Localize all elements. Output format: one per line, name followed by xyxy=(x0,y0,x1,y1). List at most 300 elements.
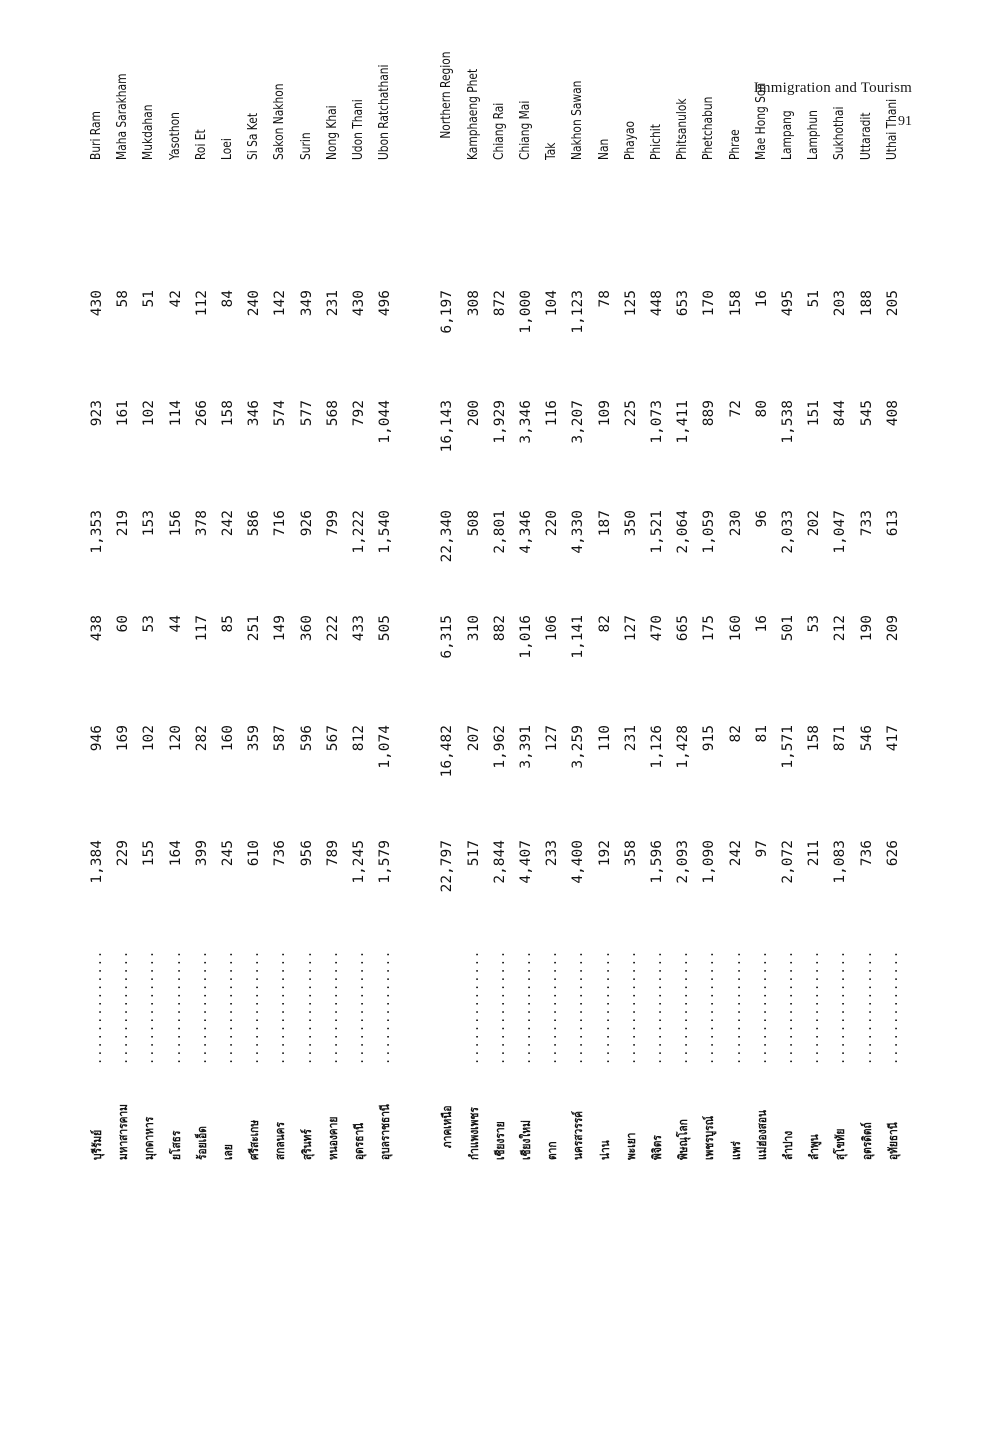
province-name-thai: น่าน xyxy=(597,1140,612,1160)
province-name-english: Ubon Ratchathani xyxy=(377,64,393,160)
table-row xyxy=(320,105,346,1160)
value-cell-col6: 125 xyxy=(622,290,639,317)
value-cell-col1: 4,400 xyxy=(570,840,587,884)
value-cell-col5: 792 xyxy=(351,400,367,427)
table-row xyxy=(592,138,618,1160)
value-cell-col3: 438 xyxy=(89,615,105,642)
value-cell-col1: 97 xyxy=(753,840,770,858)
value-cell-col3: 360 xyxy=(298,615,315,642)
value-cell-col4: 350 xyxy=(622,510,639,537)
dot-leader: .............. xyxy=(885,949,900,1065)
value-cell-col2: 120 xyxy=(167,725,184,752)
value-cell-col2: 231 xyxy=(622,725,639,752)
province-name-thai: แม่ฮ่องสอน xyxy=(754,1110,769,1160)
value-cell-col2: 3,259 xyxy=(570,725,587,769)
province-name-english: Tak xyxy=(544,142,560,160)
value-cell-col4: 926 xyxy=(298,510,315,537)
value-cell-col2: 587 xyxy=(272,725,289,752)
value-cell-col4: 220 xyxy=(544,510,561,537)
value-cell-col3: 470 xyxy=(649,615,665,642)
dot-leader: .............. xyxy=(221,949,235,1065)
value-cell-col1: 736 xyxy=(272,840,289,867)
value-cell-col5: 1,929 xyxy=(491,400,508,444)
value-cell-col6: 349 xyxy=(298,290,315,317)
value-cell-col6: 84 xyxy=(220,290,236,308)
province-name-thai: มุกดาหาร xyxy=(142,1116,157,1160)
province-name-thai: เชียงราย xyxy=(492,1121,507,1160)
table-row xyxy=(749,82,775,1160)
dot-leader: .............. xyxy=(571,949,586,1065)
value-cell-col4: 508 xyxy=(465,510,482,537)
value-cell-col3: 60 xyxy=(115,615,132,633)
province-name-thai: พะเยา xyxy=(623,1132,638,1160)
province-name-english: Si Sa Ket xyxy=(246,112,262,160)
province-name-thai: หนองคาย xyxy=(325,1116,340,1160)
dot-leader: .............. xyxy=(754,949,769,1065)
province-name-english: Chiang Mai xyxy=(518,100,533,160)
value-cell-col4: 242 xyxy=(220,510,236,537)
value-cell-col1: 626 xyxy=(884,840,901,867)
dot-leader: .............. xyxy=(116,949,131,1065)
province-name-thai: อุดรธานี xyxy=(352,1122,366,1160)
value-cell-col1: 956 xyxy=(298,840,315,867)
province-name-thai: ลำปาง xyxy=(781,1130,795,1160)
value-cell-col4: 1,521 xyxy=(649,510,665,554)
dot-leader: .............. xyxy=(168,949,183,1065)
province-name-english: Mae Hong Son xyxy=(753,82,769,160)
value-cell-col6: 308 xyxy=(465,290,482,317)
value-cell-col5: 72 xyxy=(727,400,744,418)
value-cell-col3: 190 xyxy=(858,615,875,642)
province-name-english: Surin xyxy=(298,132,314,160)
value-cell-col1: 610 xyxy=(246,840,263,867)
value-cell-col3: 1,016 xyxy=(518,615,534,659)
value-cell-col5: 114 xyxy=(167,400,184,427)
value-cell-col5: 889 xyxy=(701,400,718,427)
value-cell-col2: 16,482 xyxy=(439,725,456,778)
value-cell-col5: 161 xyxy=(115,400,132,427)
value-cell-col1: 2,072 xyxy=(780,840,796,884)
province-name-thai: ตาก xyxy=(545,1141,560,1160)
province-name-english: Roi Et xyxy=(193,129,209,160)
value-cell-col5: 568 xyxy=(324,400,341,427)
value-cell-col5: 116 xyxy=(544,400,561,427)
value-cell-col6: 51 xyxy=(141,290,158,308)
value-cell-col4: 187 xyxy=(596,510,613,537)
province-name-english: Buri Ram xyxy=(89,111,104,160)
province-name-english: Phichit xyxy=(649,124,664,160)
dot-leader: .............. xyxy=(650,949,664,1065)
province-name-english: Yasothon xyxy=(167,112,183,160)
table-row xyxy=(670,98,696,1160)
province-name-thai: นครสวรรค์ xyxy=(571,1110,586,1160)
value-cell-col6: 203 xyxy=(832,290,849,317)
province-name-thai: อุตรดิตถ์ xyxy=(859,1122,874,1160)
value-cell-col4: 1,353 xyxy=(89,510,105,554)
table-row xyxy=(775,110,801,1160)
value-cell-col5: 225 xyxy=(622,400,639,427)
value-cell-col6: 205 xyxy=(884,290,901,317)
value-cell-col6: 496 xyxy=(377,290,394,317)
value-cell-col4: 2,064 xyxy=(675,510,692,554)
province-name-thai: สกลนคร xyxy=(273,1122,288,1160)
table-row xyxy=(84,111,110,1160)
value-cell-col5: 1,044 xyxy=(377,400,394,444)
dot-leader: .............. xyxy=(325,949,340,1065)
value-cell-col5: 200 xyxy=(465,400,482,427)
value-cell-col2: 1,126 xyxy=(649,725,665,769)
value-cell-col2: 102 xyxy=(141,725,158,752)
value-cell-col4: 22,340 xyxy=(439,510,456,563)
dot-leader: .............. xyxy=(859,949,874,1065)
value-cell-col5: 109 xyxy=(596,400,613,427)
province-name-thai: บุรีรัมย์ xyxy=(90,1129,104,1160)
province-name-english: Phrae xyxy=(727,129,743,160)
province-name-thai: ภาคเหนือ xyxy=(440,1105,455,1149)
dot-leader: .............. xyxy=(378,949,393,1065)
value-cell-col6: 240 xyxy=(246,290,263,317)
province-name-thai: ร้อยเอ็ด xyxy=(194,1126,209,1160)
table-row xyxy=(565,80,591,1160)
value-cell-col2: 127 xyxy=(544,725,561,752)
value-cell-col1: 192 xyxy=(596,840,613,867)
dot-leader: .............. xyxy=(90,949,104,1065)
value-cell-col1: 211 xyxy=(806,840,823,867)
value-cell-col4: 230 xyxy=(727,510,744,537)
value-cell-col3: 53 xyxy=(141,615,158,633)
value-cell-col6: 6,197 xyxy=(439,290,456,334)
value-cell-col2: 1,962 xyxy=(491,725,508,769)
dot-leader: .............. xyxy=(352,949,366,1065)
value-cell-col2: 359 xyxy=(246,725,263,752)
value-cell-col6: 430 xyxy=(351,290,367,317)
value-cell-col1: 233 xyxy=(544,840,561,867)
value-cell-col5: 3,346 xyxy=(518,400,534,444)
value-cell-col6: 188 xyxy=(858,290,875,317)
value-cell-col2: 282 xyxy=(193,725,210,752)
province-name-english: Lamphun xyxy=(806,110,822,160)
province-name-english: Nong Khai xyxy=(324,105,340,160)
table-row xyxy=(189,129,215,1160)
value-cell-col6: 112 xyxy=(193,290,210,317)
province-name-english: Sakon Nakhon xyxy=(272,83,288,160)
province-name-thai: พิษณุโลก xyxy=(676,1119,691,1160)
value-cell-col2: 82 xyxy=(727,725,744,743)
value-cell-col4: 219 xyxy=(115,510,132,537)
value-cell-col3: 1,141 xyxy=(570,615,587,659)
value-cell-col3: 251 xyxy=(246,615,263,642)
value-cell-col5: 574 xyxy=(272,400,289,427)
value-cell-col1: 1,245 xyxy=(351,840,367,884)
dot-leader: .............. xyxy=(299,949,314,1065)
value-cell-col5: 545 xyxy=(858,400,875,427)
province-name-english: Northern Region xyxy=(439,51,455,139)
value-cell-col4: 156 xyxy=(167,510,184,537)
value-cell-col6: 16 xyxy=(753,290,770,308)
running-head: Immigration and Tourism xyxy=(753,80,912,96)
value-cell-col2: 915 xyxy=(701,725,718,752)
value-cell-col3: 82 xyxy=(596,615,613,633)
value-cell-col2: 207 xyxy=(465,725,482,752)
value-cell-col2: 546 xyxy=(858,725,875,752)
dot-leader: .............. xyxy=(466,949,481,1065)
value-cell-col1: 399 xyxy=(193,840,210,867)
value-cell-col1: 155 xyxy=(141,840,158,867)
value-cell-col3: 310 xyxy=(465,615,482,642)
value-cell-col3: 127 xyxy=(622,615,639,642)
table-row xyxy=(110,73,136,1160)
value-cell-col6: 104 xyxy=(544,290,561,317)
province-name-thai: ยโสธร xyxy=(168,1130,183,1160)
province-name-thai: เชียงใหม่ xyxy=(519,1120,533,1160)
value-cell-col1: 245 xyxy=(220,840,236,867)
value-cell-col4: 733 xyxy=(858,510,875,537)
value-cell-col5: 3,207 xyxy=(570,400,587,444)
value-cell-col4: 613 xyxy=(884,510,901,537)
value-cell-col2: 160 xyxy=(220,725,236,752)
dot-leader: .............. xyxy=(833,949,848,1065)
value-cell-col6: 1,000 xyxy=(518,290,534,334)
province-name-english: Mukdahan xyxy=(141,104,157,160)
value-cell-col6: 170 xyxy=(701,290,718,317)
value-cell-col5: 1,411 xyxy=(675,400,692,444)
province-name-thai: กำแพงเพชร xyxy=(466,1107,481,1160)
value-cell-col1: 358 xyxy=(622,840,639,867)
value-cell-col3: 505 xyxy=(377,615,394,642)
value-cell-col5: 266 xyxy=(193,400,210,427)
dot-leader: .............. xyxy=(273,949,288,1065)
value-cell-col5: 844 xyxy=(832,400,849,427)
value-cell-col2: 158 xyxy=(806,725,823,752)
table-row xyxy=(513,100,539,1160)
value-cell-col1: 789 xyxy=(324,840,341,867)
value-cell-col4: 96 xyxy=(753,510,770,528)
value-cell-col4: 378 xyxy=(193,510,210,537)
dot-leader: .............. xyxy=(519,949,533,1065)
value-cell-col3: 175 xyxy=(701,615,718,642)
table-row xyxy=(136,104,162,1160)
value-cell-col3: 149 xyxy=(272,615,289,642)
dot-leader: .............. xyxy=(623,949,638,1065)
value-cell-col6: 872 xyxy=(491,290,508,317)
value-cell-col4: 1,222 xyxy=(351,510,367,554)
dot-leader: .............. xyxy=(781,949,795,1065)
value-cell-col5: 102 xyxy=(141,400,158,427)
province-name-english: Loei xyxy=(220,138,235,160)
dot-leader: .............. xyxy=(807,949,822,1065)
value-cell-col5: 151 xyxy=(806,400,823,427)
table-row xyxy=(241,112,267,1160)
value-cell-col2: 1,571 xyxy=(780,725,796,769)
value-cell-col3: 209 xyxy=(884,615,901,642)
table-row xyxy=(267,83,293,1160)
value-cell-col2: 946 xyxy=(89,725,105,752)
value-cell-col6: 653 xyxy=(675,290,692,317)
table-row xyxy=(372,64,398,1160)
value-cell-col5: 1,538 xyxy=(780,400,796,444)
table-row xyxy=(618,120,644,1160)
region-row xyxy=(434,51,460,1160)
value-cell-col3: 6,315 xyxy=(439,615,456,659)
value-cell-col1: 2,093 xyxy=(675,840,692,884)
dot-leader: .............. xyxy=(545,949,560,1065)
value-cell-col5: 16,143 xyxy=(439,400,456,453)
value-cell-col2: 567 xyxy=(324,725,341,752)
province-name-thai: มหาสารคาม xyxy=(116,1104,131,1160)
value-cell-col1: 1,090 xyxy=(701,840,718,884)
dot-leader: .............. xyxy=(194,949,209,1065)
value-cell-col1: 517 xyxy=(465,840,482,867)
table-row xyxy=(644,124,670,1160)
dot-leader: .............. xyxy=(247,949,262,1065)
value-cell-col5: 80 xyxy=(753,400,770,418)
value-cell-col6: 142 xyxy=(272,290,289,317)
value-cell-col4: 2,801 xyxy=(491,510,508,554)
value-cell-col2: 81 xyxy=(753,725,770,743)
dot-leader: .............. xyxy=(597,949,612,1065)
province-name-thai: แพร่ xyxy=(728,1141,743,1160)
table-row xyxy=(461,68,487,1160)
province-name-thai: สุรินทร์ xyxy=(299,1129,314,1160)
value-cell-col2: 110 xyxy=(596,725,613,752)
dot-leader: .............. xyxy=(728,949,743,1065)
value-cell-col4: 202 xyxy=(806,510,823,537)
value-cell-col6: 42 xyxy=(167,290,184,308)
value-cell-col6: 158 xyxy=(727,290,744,317)
province-name-thai: สุโขทัย xyxy=(833,1128,848,1160)
value-cell-col5: 1,073 xyxy=(649,400,665,444)
value-cell-col6: 1,123 xyxy=(570,290,587,334)
value-cell-col4: 1,540 xyxy=(377,510,394,554)
value-cell-col4: 1,059 xyxy=(701,510,718,554)
value-cell-col3: 16 xyxy=(753,615,770,633)
province-name-english: Phetchabun xyxy=(701,96,717,160)
dot-leader: .............. xyxy=(142,949,157,1065)
value-cell-col1: 22,797 xyxy=(439,840,456,893)
province-name-english: Sukhothai xyxy=(832,106,848,160)
value-cell-col6: 78 xyxy=(596,290,613,308)
province-name-thai: ลำพูน xyxy=(807,1134,822,1160)
value-cell-col6: 58 xyxy=(115,290,132,308)
value-cell-col3: 106 xyxy=(544,615,561,642)
table-row xyxy=(539,142,565,1160)
value-cell-col4: 2,033 xyxy=(780,510,796,554)
province-name-thai: เพชรบูรณ์ xyxy=(702,1115,717,1160)
province-name-english: Maha Sarakham xyxy=(115,73,131,160)
value-cell-col5: 158 xyxy=(220,400,236,427)
province-name-english: Chiang Rai xyxy=(491,102,507,160)
value-cell-col3: 882 xyxy=(491,615,508,642)
province-name-english: Uttaradit xyxy=(858,112,874,160)
province-name-english: Nakhon Sawan xyxy=(570,80,586,160)
value-cell-col2: 1,428 xyxy=(675,725,692,769)
table-row xyxy=(487,102,513,1160)
province-name-thai: อุทัยธานี xyxy=(885,1122,900,1160)
value-cell-col4: 716 xyxy=(272,510,289,537)
dot-leader: .............. xyxy=(702,949,717,1065)
table-row xyxy=(854,112,880,1160)
table-row xyxy=(163,112,189,1160)
dot-leader: .............. xyxy=(676,949,691,1065)
value-cell-col5: 408 xyxy=(884,400,901,427)
value-cell-col1: 736 xyxy=(858,840,875,867)
value-cell-col1: 1,083 xyxy=(832,840,849,884)
value-cell-col6: 231 xyxy=(324,290,341,317)
value-cell-col3: 85 xyxy=(220,615,236,633)
value-cell-col2: 871 xyxy=(832,725,849,752)
value-cell-col4: 4,346 xyxy=(518,510,534,554)
table-row xyxy=(827,106,853,1160)
value-cell-col5: 577 xyxy=(298,400,315,427)
table-row xyxy=(723,129,749,1160)
value-cell-col1: 2,844 xyxy=(491,840,508,884)
value-cell-col3: 160 xyxy=(727,615,744,642)
value-cell-col4: 4,330 xyxy=(570,510,587,554)
value-cell-col1: 1,596 xyxy=(649,840,665,884)
value-cell-col1: 1,384 xyxy=(89,840,105,884)
table-row xyxy=(801,110,827,1160)
table-row xyxy=(346,99,372,1160)
value-cell-col3: 501 xyxy=(780,615,796,642)
value-cell-col4: 153 xyxy=(141,510,158,537)
province-name-english: Udon Thani xyxy=(351,99,366,160)
value-cell-col3: 53 xyxy=(806,615,823,633)
value-cell-col4: 1,047 xyxy=(832,510,849,554)
page-number: 91 xyxy=(898,114,912,129)
province-name-thai: พิจิตร xyxy=(650,1135,664,1160)
value-cell-col4: 586 xyxy=(246,510,263,537)
table-row xyxy=(696,96,722,1160)
province-name-english: Nan xyxy=(596,138,612,160)
value-cell-col1: 164 xyxy=(167,840,184,867)
value-cell-col3: 222 xyxy=(324,615,341,642)
value-cell-col5: 346 xyxy=(246,400,263,427)
value-cell-col3: 44 xyxy=(167,615,184,633)
value-cell-col5: 923 xyxy=(89,400,105,427)
table-row xyxy=(215,138,241,1160)
value-cell-col6: 495 xyxy=(780,290,796,317)
value-cell-col1: 4,407 xyxy=(518,840,534,884)
province-name-english: Lampang xyxy=(780,110,795,160)
province-name-english: Phayao xyxy=(622,120,638,160)
value-cell-col2: 169 xyxy=(115,725,132,752)
value-cell-col4: 799 xyxy=(324,510,341,537)
value-cell-col1: 242 xyxy=(727,840,744,867)
dot-leader: .............. xyxy=(492,949,507,1065)
value-cell-col6: 448 xyxy=(649,290,665,317)
province-name-english: Uthai Thani xyxy=(884,98,900,160)
province-name-thai: อุบลราชธานี xyxy=(378,1104,393,1160)
value-cell-col2: 596 xyxy=(298,725,315,752)
value-cell-col1: 1,579 xyxy=(377,840,394,884)
value-cell-col1: 229 xyxy=(115,840,132,867)
value-cell-col2: 417 xyxy=(884,725,901,752)
value-cell-col3: 433 xyxy=(351,615,367,642)
province-name-english: Phitsanulok xyxy=(675,98,691,160)
value-cell-col6: 51 xyxy=(806,290,823,308)
table-row xyxy=(294,132,320,1160)
province-name-thai: ศรีสะเกษ xyxy=(247,1119,262,1160)
province-name-english: Kamphaeng Phet xyxy=(465,68,481,160)
value-cell-col3: 665 xyxy=(675,615,692,642)
value-cell-col2: 3,391 xyxy=(518,725,534,769)
value-cell-col2: 812 xyxy=(351,725,367,752)
value-cell-col3: 117 xyxy=(193,615,210,642)
province-name-thai: เลย xyxy=(221,1144,235,1160)
value-cell-col3: 212 xyxy=(832,615,849,642)
value-cell-col2: 1,074 xyxy=(377,725,394,769)
value-cell-col6: 430 xyxy=(89,290,105,317)
